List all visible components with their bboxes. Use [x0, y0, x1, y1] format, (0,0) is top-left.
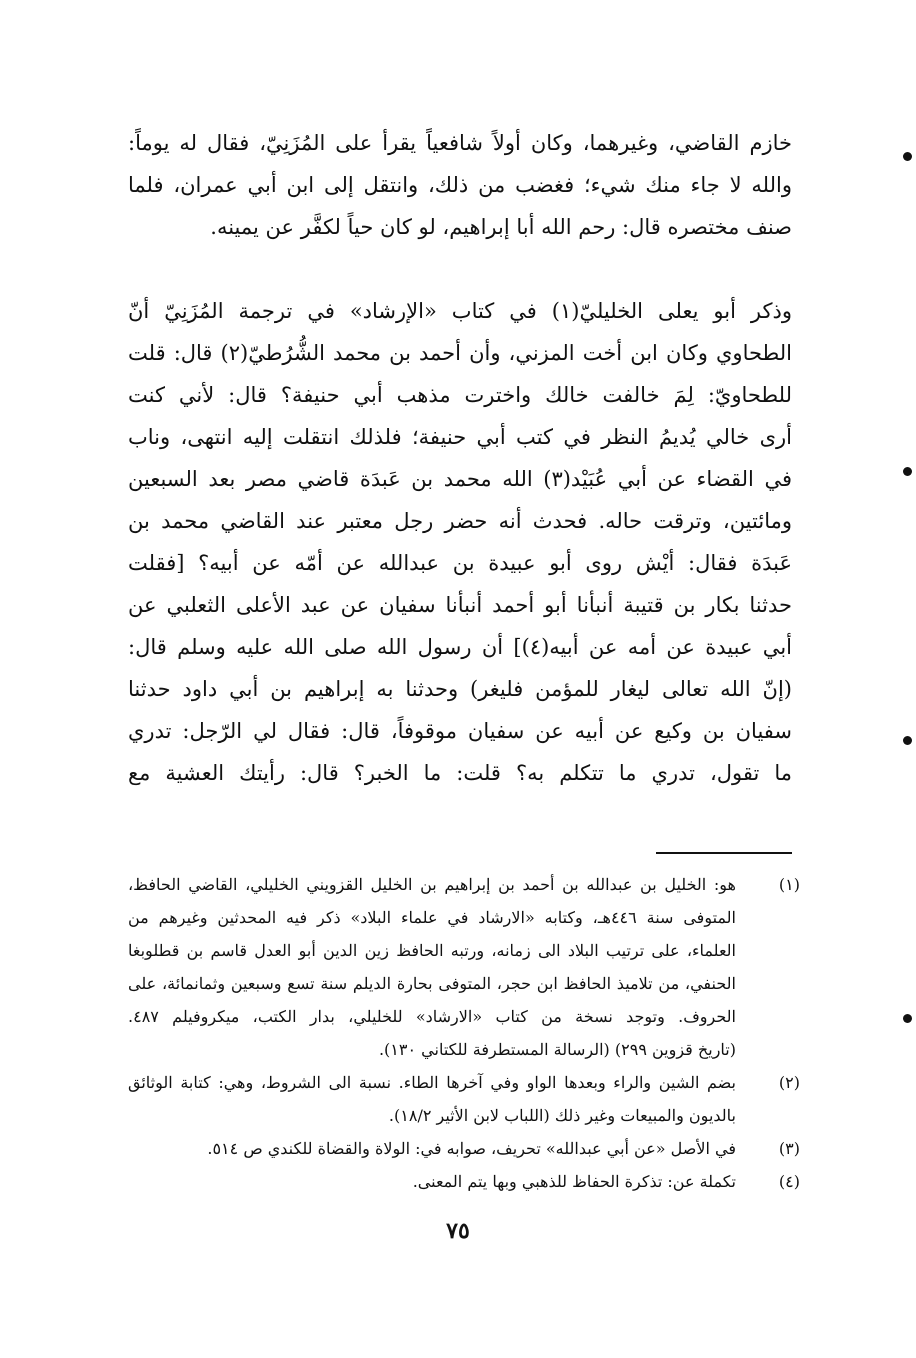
paragraph-2 [128, 290, 792, 794]
text-line: حدثنا بكار بن قتيبة أنبأنا أبو أحمد أنبأنا سفيان عن عبد الأعلى الثعلبي عن [128, 593, 792, 617]
text-line: أرى خالي يُديمُ النظر في كتب أبي حنيفة؛ فلذلك انتقلت إليه انتهى، وناب [128, 425, 792, 449]
footnote-number: (٤) [778, 1172, 800, 1191]
text-line: والله لا جاء منك شيء؛ فغضب من ذلك، وانتقل إلى ابن أبي عمران، فلما [128, 173, 792, 197]
footnote-line: تكملة عن: تذكرة الحفاظ للذهبي وبها يتم المعنى. [412, 1172, 736, 1191]
text-line: صنف مختصره قال: رحم الله أبا إبراهيم، لو كان حياً لكفَّر عن يمينه. [210, 215, 792, 239]
footnote-number: (٢) [778, 1073, 800, 1092]
footnote-line: الحروف. وتوجد نسخة من كتاب «الارشاد» للخليلي، بدار الكتب، ميكروفيلم ٤٨٧. [128, 1007, 736, 1026]
footnote-line: العلماء، على ترتيب البلاد الى زمانه، ورتبه الحافظ زين الدين أبو العدل قاسم بن قطلوبغا [128, 941, 736, 960]
footnotes [128, 868, 800, 1198]
text-line: ومائتين، وترقت حاله. فحدث أنه حضر رجل معتبر عند القاضي محمد بن [128, 509, 792, 533]
footnote-line: هو: الخليل بن عبدالله بن أحمد بن إبراهيم بن الخليل القزويني الخليلي، القاضي الحافظ، [128, 875, 736, 894]
footnote-number: (٣) [778, 1139, 800, 1158]
footnote-3 [128, 1132, 800, 1165]
text-line: خازم القاضي، وغيرهما، وكان أولاً شافعياً يقرأ على المُزَنِيّ، فقال له يوماً: [128, 131, 792, 155]
footnote-line: المتوفى سنة ٤٤٦هـ، وكتابه «الارشاد في علماء البلاد» ذكر فيه المحدثين وغيرهم من [128, 908, 736, 927]
footnote-line: (تاريخ قزوين ٢٩٩) (الرسالة المستطرفة للكتاني ١٣٠). [378, 1040, 736, 1059]
text-line: سفيان بن وكيع عن أبيه عن سفيان موقوفاً، قال: فقال لي الرّجل: تدري [128, 719, 792, 743]
paragraph-1 [128, 122, 792, 248]
footnote-line: بضم الشين والراء وبعدها الواو وفي آخرها الطاء. نسبة الى الشروط، وهي: كتابة الوثائق [128, 1073, 736, 1092]
footnote-line: بالديون والمبيعات وغير ذلك (اللباب لابن الأثير ١٨/٢). [388, 1106, 736, 1125]
text-line: ما تقول، تدري ما تتكلم به؟ قلت: ما الخبر؟ قال: رأيتك العشية مع [128, 761, 792, 785]
footnote-4 [128, 1165, 800, 1198]
margin-dot-icon [903, 467, 912, 476]
text-line: وذكر أبو يعلى الخليليّ(١) في كتاب «الإرشاد» في ترجمة المُزَنِيّ أنّ [128, 299, 792, 323]
text-line: للطحاويّ: لِمَ خالفت خالك واخترت مذهب أبي حنيفة؟ قال: لأني كنت [128, 383, 792, 407]
footnote-line: الحنفي، من تلاميذ الحافظ ابن حجر، المتوفى بحارة الديلم سنة تسع وسبعين وثمانمائة، على [128, 974, 736, 993]
footnote-divider [656, 852, 792, 854]
text-line: الطحاوي وكان ابن أخت المزني، وأن أحمد بن محمد الشُّرُطيّ(٢) قال: قلت [128, 341, 792, 365]
margin-dot-icon [903, 152, 912, 161]
text-line: أبي عبيدة عن أمه عن أبيه(٤)] أن رسول الله صلى الله عليه وسلم قال: [128, 635, 792, 659]
text-line: في القضاء عن أبي عُبَيْد(٣) الله محمد بن عَبدَة قاضي مصر بعد السبعين [128, 467, 792, 491]
text-line: (إنّ الله تعالى ليغار للمؤمن فليغر) وحدثنا به إبراهيم بن أبي داود حدثنا [128, 677, 792, 701]
footnote-line: في الأصل «عن أبي عبدالله» تحريف، صوابه في: الولاة والقضاة للكندي ص ٥١٤. [207, 1139, 736, 1158]
text-line: عَبدَة فقال: أيْش روى أبو عبيدة بن عبدالله عن أمّه عن أبيه؟ [فقلت [128, 551, 792, 575]
page-number: ٧٥ [446, 1218, 470, 1244]
footnote-2 [128, 1066, 800, 1132]
footnote-1 [128, 868, 800, 1066]
footnote-number: (١) [778, 875, 800, 894]
margin-dot-icon [903, 736, 912, 745]
margin-dot-icon [903, 1014, 912, 1023]
